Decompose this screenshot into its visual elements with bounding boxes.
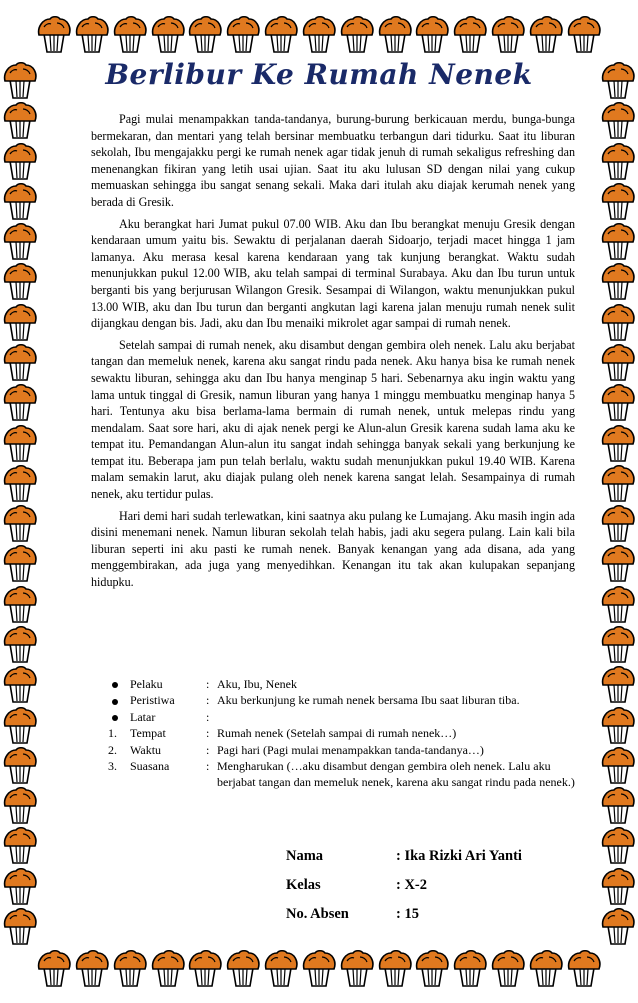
muffin-icon <box>2 463 38 503</box>
muffin-icon <box>36 948 72 988</box>
identity-row <box>286 848 586 874</box>
list-item <box>108 709 588 725</box>
muffin-icon <box>600 503 636 543</box>
identity-value: : X-2 <box>396 877 428 893</box>
list-item <box>108 692 588 708</box>
muffin-icon <box>414 14 450 54</box>
list-separator: : <box>206 759 210 774</box>
muffin-icon <box>600 705 636 745</box>
muffin-icon <box>452 948 488 988</box>
muffin-icon <box>112 14 148 54</box>
muffin-icon <box>36 14 72 54</box>
muffin-icon <box>339 948 375 988</box>
paragraph: Setelah sampai di rumah nenek, aku disambut dengan gembira oleh nenek. Lalu aku berjabat tangan dan memeluk nenek, karena aku sangat rindu pada nenek. Aku hanya bisa ke rumah nenek sewaktu liburan, sehingga aku dan Ibu hanya menginap 5 hari. Sebenarnya aku ingin waktu yang lama untuk tinggal di Gresik, namun liburan yang hanya 1 minggu membuatku menginap hanya 5 hari. Tentunya aku bisa berlama-lama bermain di rumah nenek, untuk melepas rindu yang mendalam. Saat sore hari, aku di ajak nenek pergi ke Alun-alun Gresik karena sudah lama aku ke tempat itu. Pemandangan Alun-alun itu sangat indah sehingga banyak sekali yang berkunjung ke tempat itu. Beberapa jam pun telah berlalu, waktu sudah menunjukkan pukul 19.40 WIB. Karena malam semakin larut, aku diajak pulang oleh nenek karena sangat lelah. Sesampainya di rumah nenek, aku tertidur pulas. <box>91 337 575 502</box>
muffin-icon <box>263 948 299 988</box>
muffin-icon <box>187 14 223 54</box>
muffin-icon <box>2 624 38 664</box>
list-value: Rumah nenek (Setelah sampai di rumah nenek…) <box>217 726 457 741</box>
muffin-icon <box>528 948 564 988</box>
identity-value: : 15 <box>396 906 419 922</box>
muffin-icon <box>2 705 38 745</box>
list-label: Peristiwa <box>130 693 175 708</box>
list-item <box>108 676 588 692</box>
muffin-icon <box>187 948 223 988</box>
muffin-icon <box>2 584 38 624</box>
muffin-icon <box>600 785 636 825</box>
list-value <box>217 709 587 725</box>
muffin-icon <box>566 14 602 54</box>
muffin-icon <box>600 463 636 503</box>
muffin-icon <box>150 14 186 54</box>
muffin-icon <box>566 948 602 988</box>
muffin-icon <box>600 141 636 181</box>
muffin-icon <box>490 948 526 988</box>
muffin-icon <box>600 221 636 261</box>
muffin-icon <box>600 382 636 422</box>
muffin-icon <box>225 14 261 54</box>
muffin-icon <box>490 14 526 54</box>
muffin-icon <box>2 906 38 946</box>
list-label: Waktu <box>130 742 162 757</box>
muffin-icon <box>600 181 636 221</box>
muffin-icon <box>2 543 38 583</box>
muffin-icon <box>2 342 38 382</box>
identity-value: : Ika Rizki Ari Yanti <box>396 848 522 864</box>
list-value: Aku, Ibu, Nenek <box>217 677 297 691</box>
muffin-icon <box>2 785 38 825</box>
muffin-icon <box>377 14 413 54</box>
muffin-icon <box>600 342 636 382</box>
muffin-icon <box>2 100 38 140</box>
border-top <box>36 14 602 58</box>
list-item <box>108 758 588 791</box>
muffin-icon <box>600 624 636 664</box>
list-number: 2. <box>108 742 117 757</box>
muffin-icon <box>2 181 38 221</box>
list-number: 1. <box>108 726 117 741</box>
list-separator: : <box>206 677 210 691</box>
list-item <box>108 725 588 741</box>
story-elements-list <box>108 676 588 791</box>
muffin-icon <box>2 745 38 785</box>
border-right <box>600 60 636 946</box>
muffin-icon <box>600 906 636 946</box>
story-body <box>91 111 575 596</box>
list-label: Tempat <box>130 726 166 741</box>
identity-label: Kelas <box>286 877 321 893</box>
student-identity <box>286 848 586 935</box>
list-separator: : <box>206 726 210 741</box>
muffin-icon <box>2 866 38 906</box>
list-label: Pelaku <box>130 677 163 691</box>
muffin-icon <box>74 14 110 54</box>
muffin-icon <box>600 60 636 100</box>
list-separator: : <box>206 709 210 724</box>
muffin-icon <box>600 423 636 463</box>
muffin-icon <box>600 584 636 624</box>
muffin-icon <box>452 14 488 54</box>
identity-row <box>286 906 586 932</box>
muffin-icon <box>150 948 186 988</box>
muffin-icon <box>301 14 337 54</box>
muffin-icon <box>600 664 636 704</box>
identity-row <box>286 877 586 903</box>
list-item <box>108 742 588 758</box>
muffin-icon <box>2 503 38 543</box>
muffin-icon <box>600 745 636 785</box>
muffin-icon <box>600 866 636 906</box>
muffin-icon <box>263 14 299 54</box>
muffin-icon <box>2 221 38 261</box>
list-label: Suasana <box>130 759 170 774</box>
muffin-icon <box>414 948 450 988</box>
list-value: Aku berkunjung ke rumah nenek bersama Ibu saat liburan tiba. <box>217 693 520 708</box>
list-separator: : <box>206 742 210 757</box>
list-separator: : <box>206 693 210 708</box>
muffin-icon <box>2 382 38 422</box>
muffin-icon <box>2 302 38 342</box>
muffin-icon <box>2 423 38 463</box>
list-number: 3. <box>108 759 117 774</box>
bullet-icon <box>108 692 130 708</box>
paragraph: Aku berangkat hari Jumat pukul 07.00 WIB. Aku dan Ibu berangkat menuju Gresik dengan kendaraan umum yaitu bis. Sewaktu di perjalanan daerah Sidoarjo, terjadi macet hingga 1 jam lamanya. Aku merasa kesal karena kendaraan yang tak kunjung berangkat. Waktu sudah menunjukkan pukul 12.00 WIB, aku telah sampai di terminal Surabaya. Aku dan Ibu turun untuk berganti bis yang berjurusan Wilangon Gresik. Sesampai di Wilangon, waktu menunjukkan pukul 13.00 WIB, aku dan Ibu turun dan berganti angkutan lagi karena jalan menuju rumah nenek sulit dijangkau dengan bis. Jadi, aku dan Ibu menaiki mikrolet agar sampai di rumah nenek. <box>91 216 575 331</box>
muffin-icon <box>600 302 636 342</box>
identity-label: No. Absen <box>286 906 349 922</box>
muffin-icon <box>600 100 636 140</box>
muffin-icon <box>112 948 148 988</box>
muffin-icon <box>225 948 261 988</box>
list-value: Pagi hari (Pagi mulai menampakkan tanda-tandanya…) <box>217 742 484 757</box>
muffin-icon <box>528 14 564 54</box>
border-left <box>2 60 38 946</box>
muffin-icon <box>600 825 636 865</box>
muffin-icon <box>2 825 38 865</box>
muffin-icon <box>2 141 38 181</box>
muffin-icon <box>301 948 337 988</box>
bullet-icon <box>108 709 130 725</box>
muffin-icon <box>339 14 375 54</box>
muffin-icon <box>600 543 636 583</box>
muffin-icon <box>2 60 38 100</box>
muffin-icon <box>377 948 413 988</box>
paragraph: Hari demi hari sudah terlewatkan, kini saatnya aku pulang ke Lumajang. Aku masih ingin ada disini menemani nenek. Namun liburan sekolah telah habis, jadi aku segera pulang. Lain kali bila liburan seperti ini aku pasti ke rumah nenek. Banyak kenangan yang ada disana, ada yang menggembirakan, ada juga yang menyedihkan. Kenangan itu tak akan kulupakan sepanjang hidupku. <box>91 508 575 590</box>
muffin-icon <box>600 261 636 301</box>
list-value: Mengharukan (…aku disambut dengan gembira oleh nenek. Lalu aku berjabat tangan dan memeluk nenek, karena aku sangat rindu pada nenek.) <box>217 759 575 790</box>
border-bottom <box>36 948 602 992</box>
muffin-icon <box>2 664 38 704</box>
list-label: Latar <box>130 709 156 724</box>
muffin-icon <box>74 948 110 988</box>
muffin-icon <box>2 261 38 301</box>
identity-label: Nama <box>286 848 324 864</box>
paragraph: Pagi mulai menampakkan tanda-tandanya, burung-burung berkicauan merdu, bunga-bunga bermekaran, dan mentari yang telah bersinar membuatku terbangun dari tidurku. Saat itu liburan sekolah, Ibu mengajakku pergi ke rumah nenek agar tidak jenuh di rumah sekaligus refreshing dan menenangkan fikiran yang letih usai ujian. Saat itu aku lulusan SD dengan nilai yang cukup memuaskan sehingga ibu sangat senang sekali. Maka dari itulah aku diajak kerumah nenek yang berada di Gresik. <box>91 112 575 209</box>
page-title: Berlibur Ke Rumah Nenek <box>105 58 533 91</box>
bullet-icon <box>108 676 130 692</box>
